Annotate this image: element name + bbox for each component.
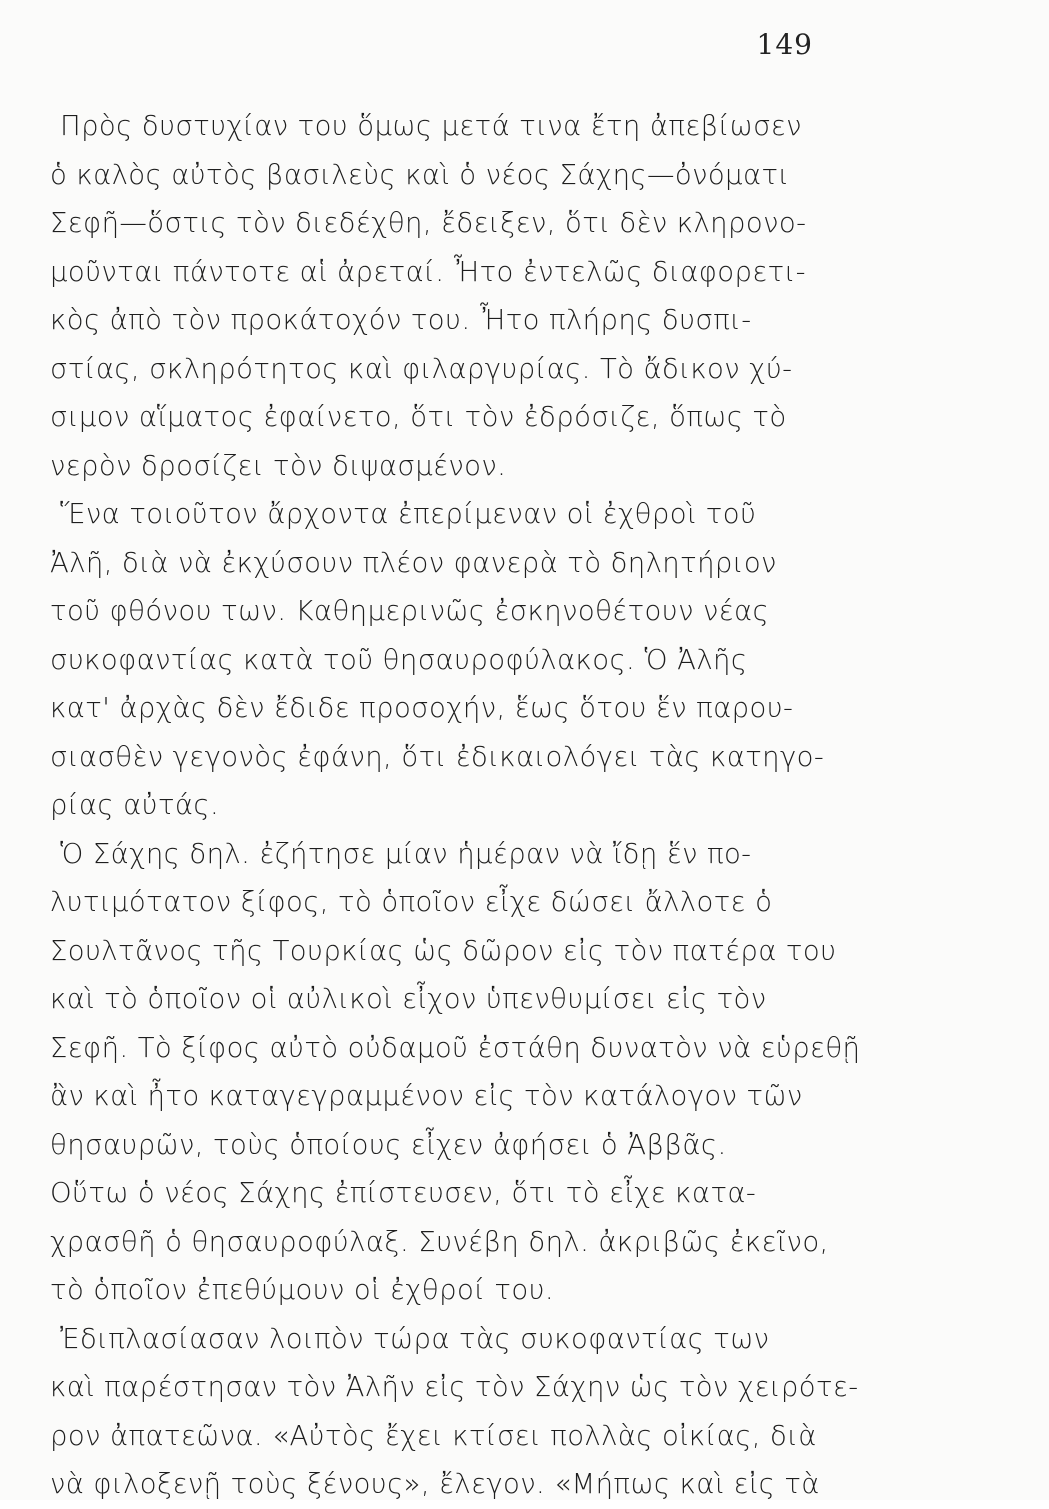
text-line: νερὸν δροσίζει τὸν διψασμένον.: [50, 449, 507, 482]
text-line: καὶ παρέστησαν τὸν Ἀλῆν εἰς τὸν Σάχην ὡς τὸν χειρότε-: [50, 1371, 859, 1403]
text-line: Ἀλῆ, διὰ νὰ ἐκχύσουν πλέον φανερὰ τὸ δηλητήριον: [50, 546, 777, 579]
text-line: κὸς ἀπὸ τὸν προκάτοχόν του. Ἦτο πλήρης δυσπι-: [50, 304, 752, 336]
text-line: συκοφαντίας κατὰ τοῦ θησαυροφύλακος. Ὁ Ἀλῆς: [50, 643, 748, 676]
text-line: Σεφῆ. Τὸ ξίφος αὐτὸ οὐδαμοῦ ἐστάθη δυνατὸν νὰ εὑρεθῇ: [50, 1031, 861, 1064]
text-line: σιμον αἵματος ἐφαίνετο, ὅτι τὸν ἐδρόσιζε, ὅπως τὸ: [50, 401, 787, 433]
text-line: Ἕνα τοιοῦτον ἄρχοντα ἐπερίμεναν οἱ ἐχθροὶ τοῦ: [60, 498, 757, 530]
text-line: στίας, σκληρότητος καὶ φιλαργυρίας. Τὸ ἄδικον χύ-: [50, 352, 793, 385]
text-line: Ὁ Σάχης δηλ. ἐζήτησε μίαν ἡμέραν νὰ ἴδῃ ἕν πο-: [60, 837, 752, 870]
text-line: σιασθὲν γεγονὸς ἐφάνη, ὅτι ἐδικαιολόγει τὰς κατηγο-: [50, 740, 825, 773]
text-line: χρασθῆ ὁ θησαυροφύλαξ. Συνέβη δηλ. ἀκριβῶς ἐκεῖνο,: [50, 1225, 829, 1258]
text-line: Οὕτω ὁ νέος Σάχης ἐπίστευσεν, ὅτι τὸ εἶχε κατα-: [50, 1177, 757, 1209]
page-number: 149: [756, 28, 813, 61]
text-line: τὸ ὁποῖον ἐπεθύμουν οἱ ἐχθροί του.: [50, 1274, 555, 1306]
text-line: καὶ τὸ ὁποῖον οἱ αὐλικοὶ εἶχον ὑπενθυμίσει εἰς τὸν: [50, 983, 767, 1015]
text-line: λυτιμότατον ξίφος, τὸ ὁποῖον εἶχε δώσει ἄλλοτε ὁ: [50, 886, 773, 918]
body-text: [50, 102, 870, 1509]
text-line: μοῦνται πάντοτε αἱ ἀρεταί. Ἦτο ἐντελῶς διαφορετι-: [50, 255, 806, 288]
text-line: Πρὸς δυστυχίαν του ὅμως μετά τινα ἔτη ἀπεβίωσεν: [60, 110, 802, 142]
text-line: Ἐδιπλασίασαν λοιπὸν τώρα τὰς συκοφαντίας των: [60, 1322, 770, 1355]
text-line: Σεφῆ—ὅστις τὸν διεδέχθη, ἔδειξεν, ὅτι δὲν κληρονο-: [50, 207, 807, 239]
text-line: ρίας αὐτάς.: [50, 789, 220, 821]
text-line: τοῦ φθόνου των. Καθημερινῶς ἐσκηνοθέτουν νέας: [50, 595, 770, 627]
text-line: θησαυρῶν, τοὺς ὁποίους εἶχεν ἀφήσει ὁ Ἀββᾶς.: [50, 1128, 727, 1161]
text-line: ρον ἀπατεῶνα. «Αὐτὸς ἔχει κτίσει πολλὰς οἰκίας, διὰ: [50, 1419, 817, 1452]
text-line: Σουλτᾶνος τῆς Τουρκίας ὡς δῶρον εἰς τὸν πατέρα του: [50, 934, 837, 967]
text-line: ἂν καὶ ἦτο καταγεγραμμένον εἰς τὸν κατάλογον τῶν: [50, 1080, 803, 1112]
text-line: κατ' ἀρχὰς δὲν ἔδιδε προσοχήν, ἕως ὅτου ἕν παρου-: [50, 692, 794, 724]
text-line: νὰ φιλοξενῇ τοὺς ξένους», ἔλεγον. «Μήπως καὶ εἰς τὰ: [50, 1468, 820, 1500]
text-line: ὁ καλὸς αὐτὸς βασιλεὺς καὶ ὁ νέος Σάχης—ὀνόματι: [50, 158, 790, 191]
